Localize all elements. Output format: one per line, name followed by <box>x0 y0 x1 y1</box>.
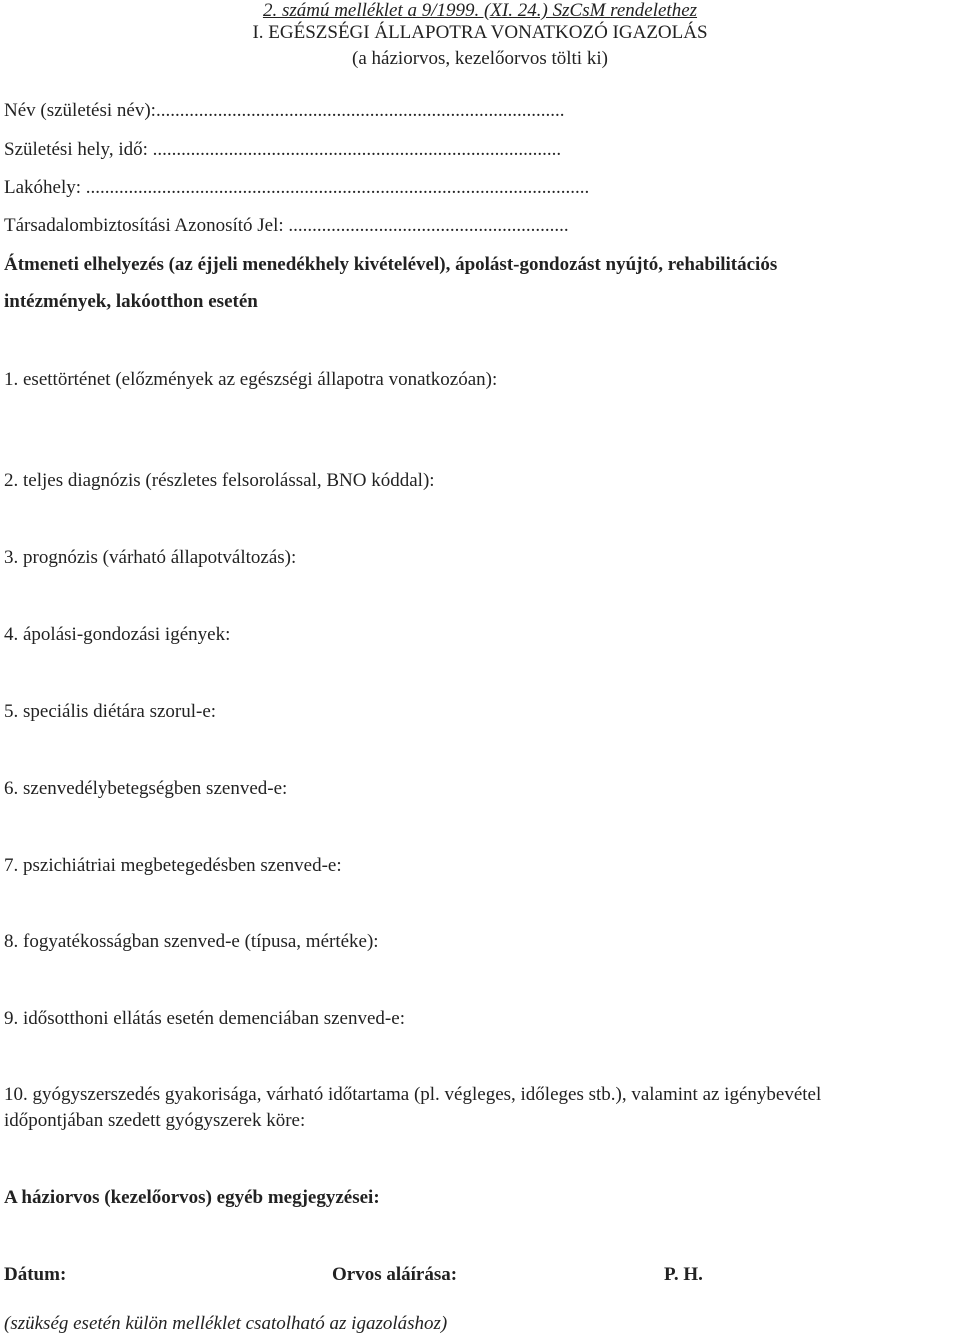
section-heading-line2: intézmények, lakóotthon esetén <box>4 291 258 312</box>
item-psychiatric: 7. pszichiátriai megbetegedésben szenved-e: <box>4 855 342 876</box>
signature-label: Orvos aláírása: <box>332 1264 458 1285</box>
item-care-needs: 4. ápolási-gondozási igények: <box>4 624 231 645</box>
residence-field: Lakóhely: .......................................................................................................... <box>4 177 590 198</box>
date-label: Dátum: <box>4 1264 67 1285</box>
item-special-diet: 5. speciális diétára szorul-e: <box>4 701 217 722</box>
remarks-heading: A háziorvos (kezelőorvos) egyéb megjegyzései: <box>4 1187 380 1208</box>
item-medical-history: 1. esettörténet (előzmények az egészségi állapotra vonatkozóan): <box>4 369 498 390</box>
item-prognosis: 3. prognózis (várható állapotváltozás): <box>4 547 297 568</box>
name-field: Név (születési név):...................................................................................... <box>4 100 565 121</box>
item-medication-line2: időpontjában szedett gyógyszerek köre: <box>4 1110 306 1131</box>
section-heading-line1: Átmeneti elhelyezés (az éjjeli menedékhely kivételével), ápolást-gondozást nyújtó, rehabilitációs <box>4 254 778 275</box>
document-subtitle: (a háziorvos, kezelőorvos tölti ki) <box>352 48 608 69</box>
annex-reference: 2. számú melléklet a 9/1999. (XI. 24.) SzCsM rendelethez <box>262 0 698 21</box>
birth-field: Születési hely, idő: ...................................................................................... <box>4 139 562 160</box>
item-medication-line1: 10. gyógyszerszedés gyakorisága, várható időtartama (pl. végleges, időleges stb.), valamint az igénybevétel <box>4 1084 822 1105</box>
stamp-label: P. H. <box>664 1264 703 1285</box>
item-dementia: 9. idősotthoni ellátás esetén demenciában szenved-e: <box>4 1008 405 1029</box>
attachment-note: (szükség esetén külön melléklet csatolható az igazoláshoz) <box>4 1313 448 1334</box>
taj-field: Társadalombiztosítási Azonosító Jel: ........................................................... <box>4 215 569 236</box>
item-addiction: 6. szenvedélybetegségben szenved-e: <box>4 778 288 799</box>
document-title: I. EGÉSZSÉGI ÁLLAPOTRA VONATKOZÓ IGAZOLÁS <box>252 22 708 43</box>
item-disability: 8. fogyatékosságban szenved-e (típusa, mértéke): <box>4 931 379 952</box>
item-diagnosis: 2. teljes diagnózis (részletes felsorolással, BNO kóddal): <box>4 470 435 491</box>
